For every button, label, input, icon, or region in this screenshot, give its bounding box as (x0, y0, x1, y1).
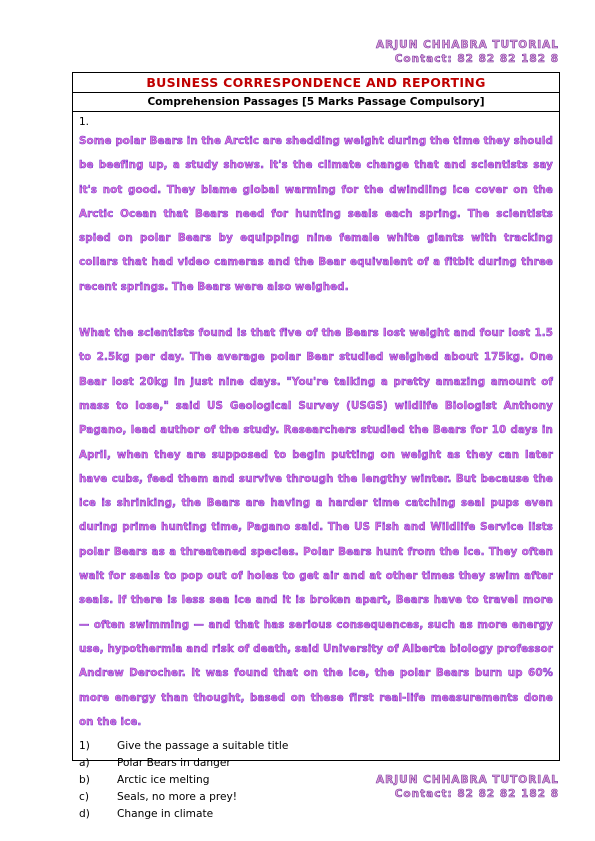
option-a (79, 755, 553, 772)
option-label: a) (79, 757, 90, 770)
question-row (79, 738, 553, 755)
option-label: d) (79, 808, 90, 821)
footer-contact: Contact: 82 82 82 182 8 (394, 788, 559, 800)
footer-brand-name: ARJUN CHHABRA TUTORIAL (376, 774, 559, 786)
document-title: BUSINESS CORRESPONDENCE AND REPORTING (73, 73, 559, 93)
option-text: Change in climate (117, 808, 214, 821)
option-d (79, 806, 553, 823)
header-brand-name: ARJUN CHHABRA TUTORIAL (376, 39, 559, 51)
passage-paragraph-2: What the scientists found is that five of the Bears lost weight and four lost 1.5 to 2.5kg per day. The average polar Bear studied weighed about 175kg. One Bear lost 20kg in just nine days. "You're talking a pretty amazing amount of mass to lose," said US Geological Survey (USGS) wildlife Biologist Anthony Pagano, lead author of the study. Researchers studied the Bears for 10 days in April, when they are supposed to begin putting on weight as they can later have cubs, feed them and survive through the lengthy winter. But because the ice is shrinking, the Bears are having a harder time catching seal pups even during prime hunting time, Pagano said. The US Fish and Wildlife Service lists polar Bears as a threatened species. Polar Bears hunt from the ice. They often wait for seals to pop out of holes to get air and at other times they swim after seals. If there is less sea ice and it is broken apart, Bears have to travel more — often swimming — and that has serious consequences, such as more energy use, hypothermia and risk of death, said University of Alberta biology professor Andrew Derocher. It was found that on the ice, the polar Bears burn up 60% more energy than thought, based on these first real-life measurements done on the ice. (79, 327, 553, 728)
header-contact: Contact: 82 82 82 182 8 (394, 53, 559, 65)
option-text: Polar Bears in danger (117, 757, 231, 770)
document-subtitle: Comprehension Passages [5 Marks Passage Compulsory] (73, 93, 559, 112)
header-brand (376, 38, 559, 66)
passage-number: 1. (79, 116, 90, 128)
passage-content (73, 112, 559, 823)
question-text: Give the passage a suitable title (117, 740, 289, 753)
option-text: Arctic ice melting (117, 774, 210, 787)
option-label: b) (79, 774, 90, 787)
paragraph-gap (79, 299, 553, 321)
option-text: Seals, no more a prey! (117, 791, 238, 804)
question-number: 1) (79, 740, 90, 753)
passage-paragraph-1: Some polar Bears in the Arctic are shedding weight during the time they should be beefing up, a study shows. It's the climate change that and scientists say it's not good. They blame global warming for the dwindling ice cover on the Arctic Ocean that Bears need for hunting seals each spring. The scientists spied on polar Bears by equipping nine female white giants with tracking collars that had video cameras and the Bear equivalent of a fitbit during three recent springs. The Bears were also weighed. (79, 135, 553, 293)
option-label: c) (79, 791, 89, 804)
footer-brand (376, 773, 559, 801)
